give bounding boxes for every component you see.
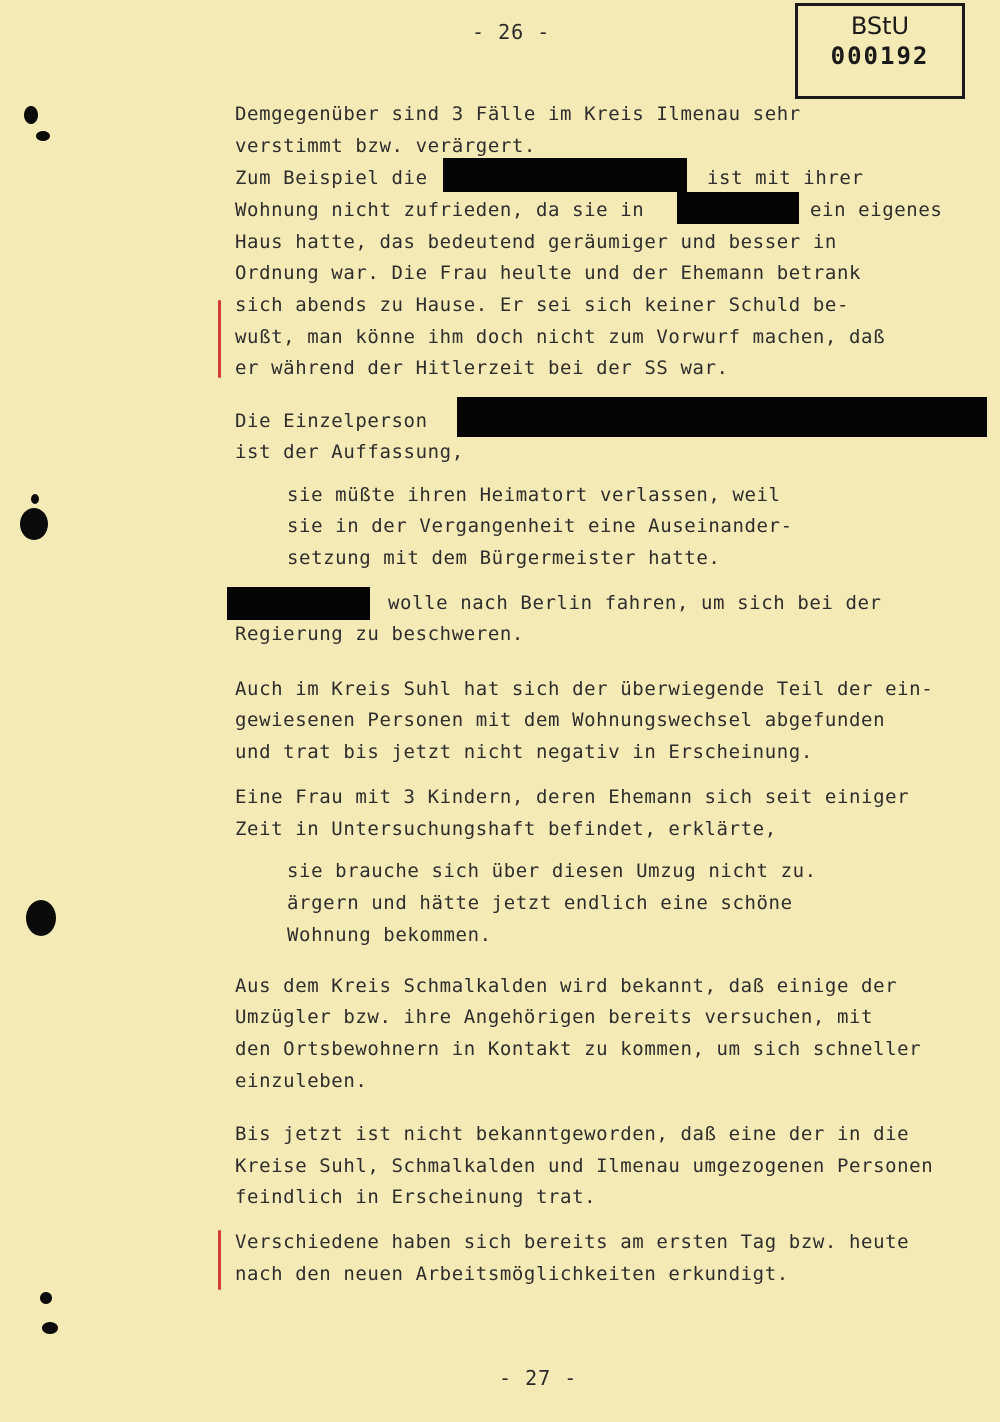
text-line: feindlich in Erscheinung trat. xyxy=(235,1186,597,1208)
quote-line: Wohnung bekommen. xyxy=(287,924,492,946)
page-number-top: - 26 - xyxy=(472,20,551,44)
archive-stamp xyxy=(795,3,965,99)
page-number-bottom: - 27 - xyxy=(499,1366,578,1390)
punch-mark xyxy=(40,1292,52,1304)
text-line: nach den neuen Arbeitsmöglichkeiten erkundigt. xyxy=(235,1263,789,1285)
text-line: Bis jetzt ist nicht bekanntgeworden, daß eine der in die xyxy=(235,1123,910,1145)
text-line: ist mit ihrer xyxy=(707,167,864,189)
text-line: wußt, man könne ihm doch nicht zum Vorwurf machen, daß xyxy=(235,326,886,348)
redaction-block xyxy=(443,158,687,192)
text-line: Haus hatte, das bedeutend geräumiger und besser in xyxy=(235,231,837,253)
text-line: den Ortsbewohnern in Kontakt zu kommen, um sich schneller xyxy=(235,1038,922,1060)
text-line: Ordnung war. Die Frau heulte und der Ehemann betrank xyxy=(235,262,862,284)
quote-line: ärgern und hätte jetzt endlich eine schöne xyxy=(287,892,793,914)
punch-hole xyxy=(26,900,56,936)
text-line: Verschiedene haben sich bereits am ersten Tag bzw. heute xyxy=(235,1231,910,1253)
text-line: Zeit in Untersuchungshaft befindet, erklärte, xyxy=(235,818,777,840)
quote-line: sie müßte ihren Heimatort verlassen, weil xyxy=(287,484,781,506)
text-line: wolle nach Berlin fahren, um sich bei der xyxy=(388,592,882,614)
margin-mark xyxy=(218,1230,221,1290)
text-line: er während der Hitlerzeit bei der SS war. xyxy=(235,357,729,379)
punch-mark xyxy=(42,1322,58,1334)
text-line: Umzügler bzw. ihre Angehörigen bereits versuchen, mit xyxy=(235,1006,874,1028)
text-line: Auch im Kreis Suhl hat sich der überwiegende Teil der ein- xyxy=(235,678,934,700)
text-line: verstimmt bzw. verärgert. xyxy=(235,135,536,157)
quote-line: setzung mit dem Bürgermeister hatte. xyxy=(287,547,721,569)
margin-mark xyxy=(218,300,221,378)
quote-line: sie in der Vergangenheit eine Auseinander- xyxy=(287,515,793,537)
text-line: Kreise Suhl, Schmalkalden und Ilmenau umgezogenen Personen xyxy=(235,1155,934,1177)
text-line: sich abends zu Hause. Er sei sich keiner Schuld be- xyxy=(235,294,849,316)
punch-mark xyxy=(31,494,39,504)
redaction-block xyxy=(677,192,799,224)
stamp-number: 000192 xyxy=(830,42,930,70)
punch-mark xyxy=(36,131,50,141)
text-line: ist der Auffassung, xyxy=(235,441,464,463)
text-line: Aus dem Kreis Schmalkalden wird bekannt, daß einige der xyxy=(235,975,898,997)
stamp-archive-label: BStU xyxy=(850,12,910,40)
text-line: gewiesenen Personen mit dem Wohnungswechsel abgefunden xyxy=(235,709,886,731)
text-line: ein eigenes xyxy=(810,199,943,221)
text-line: Die Einzelperson xyxy=(235,410,428,432)
quote-line: sie brauche sich über diesen Umzug nicht zu. xyxy=(287,860,817,882)
text-line: und trat bis jetzt nicht negativ in Erscheinung. xyxy=(235,741,813,763)
text-line: einzuleben. xyxy=(235,1070,368,1092)
punch-hole xyxy=(20,508,48,540)
redaction-block xyxy=(227,587,370,620)
text-line: Zum Beispiel die xyxy=(235,167,428,189)
text-line: Regierung zu beschweren. xyxy=(235,623,524,645)
text-line: Eine Frau mit 3 Kindern, deren Ehemann sich seit einiger xyxy=(235,786,910,808)
redaction-block xyxy=(457,397,987,437)
punch-mark xyxy=(24,106,38,124)
text-line: Demgegenüber sind 3 Fälle im Kreis Ilmenau sehr xyxy=(235,103,801,125)
text-line: Wohnung nicht zufrieden, da sie in xyxy=(235,199,645,221)
